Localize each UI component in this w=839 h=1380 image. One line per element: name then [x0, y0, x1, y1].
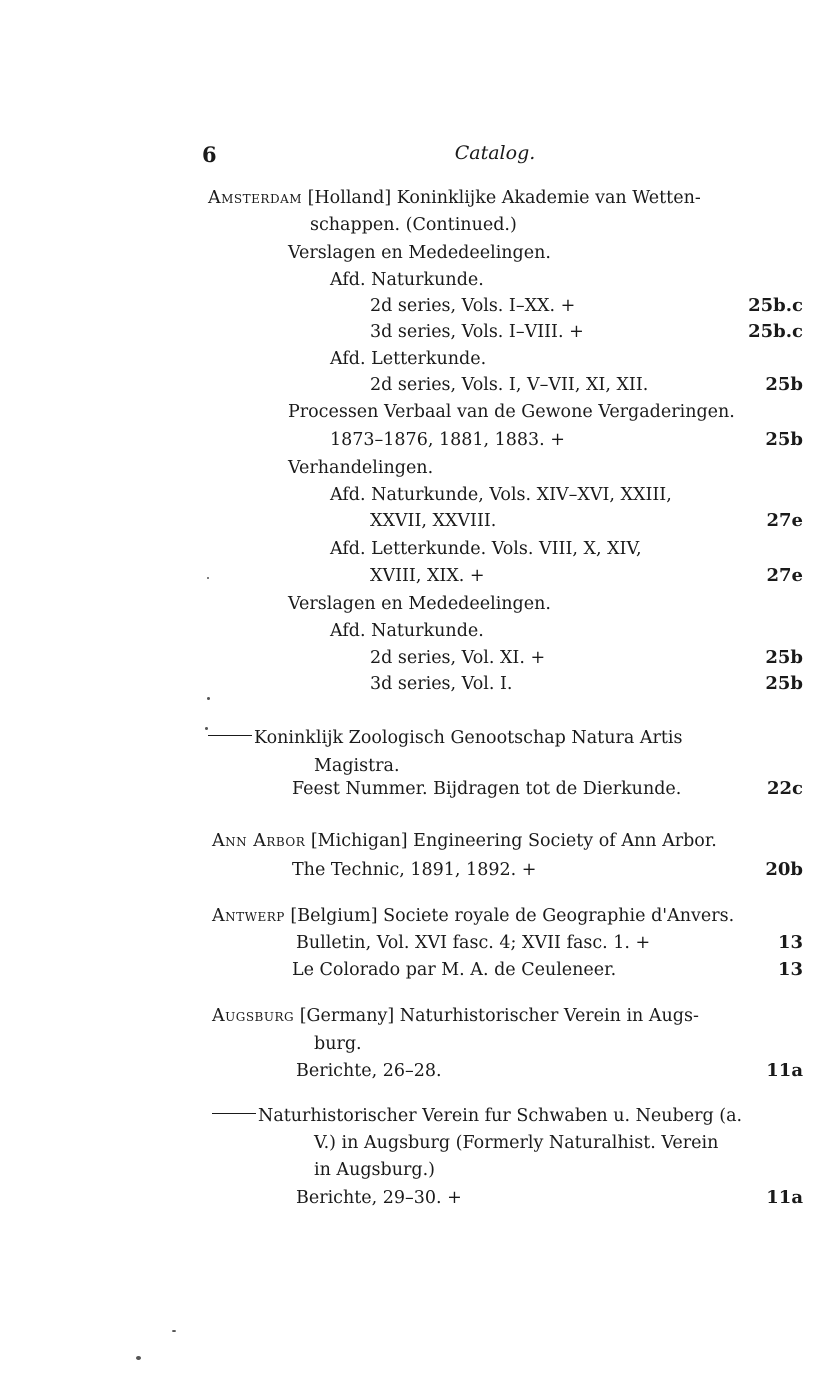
entry-text: 3d series, Vols. I–VIII. + [370, 322, 584, 342]
place-heading: Antwerp [212, 906, 285, 926]
entry-text: [Holland] Koninklijke Akademie van Wetten- [302, 188, 701, 208]
scan-speck [207, 577, 209, 579]
catalog-line [0, 1130, 839, 1156]
entry-text: [Michigan] Engineering Society of Ann Arbor. [305, 831, 717, 851]
catalog-line [0, 1103, 839, 1129]
entry-text: Le Colorado par M. A. de Ceuleneer. [292, 960, 617, 980]
scan-speck [136, 1356, 141, 1360]
scan-speck [207, 697, 210, 700]
catalog-line [0, 671, 839, 697]
catalog-line [0, 427, 839, 453]
catalog-line [0, 618, 839, 644]
entry-text: Berichte, 29–30. + [296, 1188, 462, 1208]
catalog-line [0, 482, 839, 508]
catalog-line [0, 1058, 839, 1084]
catalog-line [0, 455, 839, 481]
entry-text: Koninklijk Zoologisch Genootschap Natura Artis [254, 728, 683, 748]
entry-text: XVIII, XIX. + [370, 566, 485, 586]
entry-text: Naturhistorischer Verein fur Schwaben u. Neuberg (a. [258, 1106, 743, 1126]
entry-text: Afd. Naturkunde. [330, 621, 484, 641]
entry-text: Afd. Letterkunde. Vols. VIII, X, XIV, [330, 539, 642, 559]
page-header [200, 140, 760, 170]
entry-text: 2d series, Vols. I, V–VII, XI, XII. [370, 375, 649, 395]
shelf-code: 13 [777, 932, 803, 953]
entry-text: in Augsburg.) [314, 1160, 435, 1180]
place-heading: Augsburg [212, 1006, 295, 1026]
entry-text: schappen. (Continued.) [310, 215, 517, 235]
entry-text: Verhandelingen. [288, 458, 434, 478]
entry-text: 3d series, Vol. I. [370, 674, 513, 694]
catalog-line [0, 725, 839, 751]
entry-text: burg. [314, 1034, 362, 1054]
catalog-line [0, 857, 839, 883]
entry-heading-line [0, 903, 839, 929]
entry-text: Berichte, 26–28. [296, 1061, 442, 1081]
page-number: 6 [202, 142, 217, 167]
catalog-line [0, 293, 839, 319]
shelf-code: 22c [766, 778, 803, 799]
entry-text: Verslagen en Mededeelingen. [288, 243, 551, 263]
catalog-line [0, 372, 839, 398]
place-heading: Ann Arbor [212, 831, 306, 851]
ditto-dash [212, 1113, 256, 1114]
running-title: Catalog. [454, 142, 536, 164]
entry-heading-line [0, 828, 839, 854]
catalog-line [0, 563, 839, 589]
catalog-line [0, 1157, 839, 1183]
shelf-code: 27e [766, 565, 803, 586]
entry-text: The Technic, 1891, 1892. + [292, 860, 537, 880]
shelf-code: 25b [765, 673, 803, 694]
entry-text: Verslagen en Mededeelingen. [288, 594, 551, 614]
catalog-line [0, 346, 839, 372]
shelf-code: 25b [765, 429, 803, 450]
entry-text: Afd. Letterkunde. [330, 349, 487, 369]
shelf-code: 25b.c [748, 295, 803, 316]
shelf-code: 25b.c [748, 321, 803, 342]
entry-text: Magistra. [314, 756, 400, 776]
catalog-line [0, 957, 839, 983]
shelf-code: 11a [766, 1187, 803, 1208]
entry-text: [Germany] Naturhistorischer Verein in Augs- [294, 1006, 699, 1026]
entry-text: Feest Nummer. Bijdragen tot de Dierkunde. [292, 779, 682, 799]
catalog-line [0, 319, 839, 345]
shelf-code: 11a [766, 1060, 803, 1081]
entry-text: V.) in Augsburg (Formerly Naturalhist. Verein [314, 1133, 719, 1153]
ditto-dash [208, 735, 252, 736]
entry-heading-line [0, 185, 839, 211]
catalog-line [0, 776, 839, 802]
entry-text: 1873–1876, 1881, 1883. + [330, 430, 565, 450]
scan-speck [172, 1330, 176, 1332]
shelf-code: 25b [765, 647, 803, 668]
entry-text: XXVII, XXVIII. [370, 511, 497, 531]
catalog-line [0, 508, 839, 534]
scan-speck [205, 727, 208, 730]
entry-text: [Belgium] Societe royale de Geographie d'Anvers. [284, 906, 735, 926]
catalog-line [0, 399, 839, 425]
catalog-line [0, 591, 839, 617]
shelf-code: 13 [777, 959, 803, 980]
shelf-code: 27e [766, 510, 803, 531]
entry-text: 2d series, Vols. I–XX. + [370, 296, 576, 316]
catalog-line [0, 267, 839, 293]
entry-text: Afd. Naturkunde, Vols. XIV–XVI, XXIII, [330, 485, 672, 505]
shelf-code: 25b [765, 374, 803, 395]
catalog-line [0, 1031, 839, 1057]
shelf-code: 20b [765, 859, 803, 880]
catalog-line [0, 536, 839, 562]
entry-text: Afd. Naturkunde. [330, 270, 484, 290]
catalog-line [0, 1185, 839, 1211]
entry-text: Bulletin, Vol. XVI fasc. 4; XVII fasc. 1. + [296, 933, 651, 953]
entry-text: Processen Verbaal van de Gewone Vergaderingen. [288, 402, 735, 422]
catalog-line [0, 930, 839, 956]
place-heading: Amsterdam [208, 188, 303, 208]
entry-heading-line [0, 1003, 839, 1029]
catalog-line [0, 212, 839, 238]
catalog-line [0, 240, 839, 266]
entry-text: 2d series, Vol. XI. + [370, 648, 546, 668]
catalog-line [0, 645, 839, 671]
